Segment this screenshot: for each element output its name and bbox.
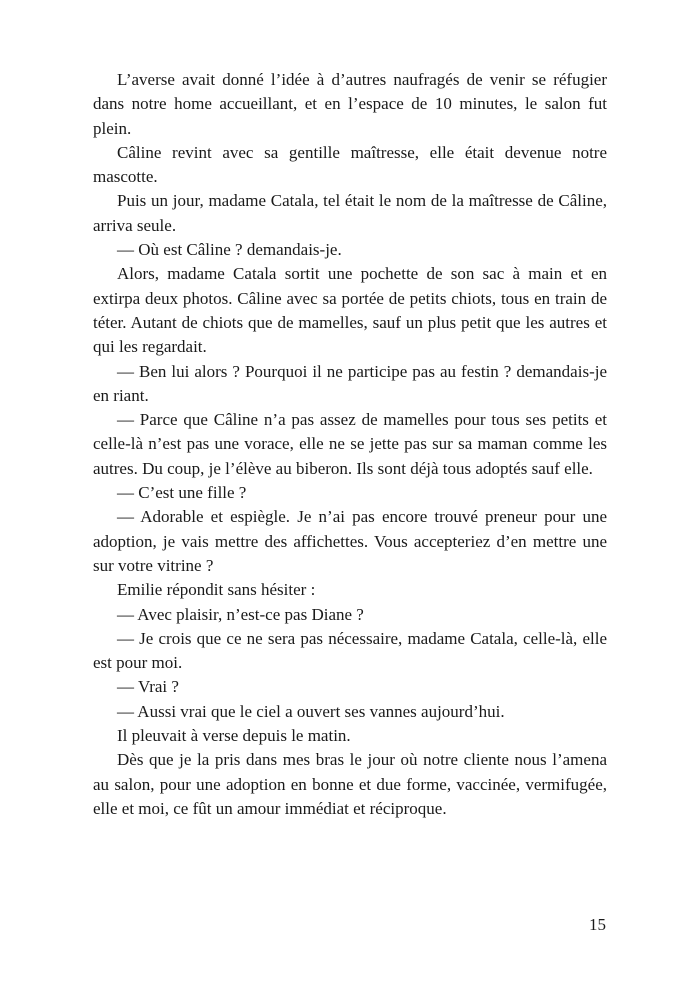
body-text [93,68,607,821]
dialogue-line: — Je crois que ce ne sera pas nécessaire, madame Catala, celle-là, elle est pour moi. [93,628,607,673]
paragraph: Câline revint avec sa gentille maîtresse, elle était devenue notre mascotte. [93,142,607,187]
dialogue-line: — Vrai ? [117,677,179,697]
dialogue-line: — C’est une fille ? [117,483,247,503]
paragraph: Il pleuvait à verse depuis le matin. [117,726,351,746]
paragraph: Emilie répondit sans hésiter : [117,580,316,600]
page-number: 15 [589,915,606,934]
paragraph: L’averse avait donné l’idée à d’autres naufragés de venir se réfugier dans notre home accueillant, et en l’espace de 10 minutes, le salon fut plein. [93,70,607,138]
dialogue-line: — Parce que Câline n’a pas assez de mamelles pour tous ses petits et celle-là n’est pas une vorace, elle ne se jette pas sur sa maman comme les autres. Du coup, je l’élève au biberon. Ils sont déjà tous adoptés sauf elle. [93,410,607,478]
paragraph: Dès que je la pris dans mes bras le jour où notre cliente nous l’amena au salon, pour une adoption en bonne et due forme, vaccinée, vermifugée, elle et moi, ce fût un amour immédiat et réciproque. [93,750,607,818]
dialogue-line: — Aussi vrai que le ciel a ouvert ses vannes aujourd’hui. [117,701,505,721]
dialogue-line: — Ben lui alors ? Pourquoi il ne participe pas au festin ? demandais-je en riant. [93,361,607,405]
dialogue-line: — Adorable et espiègle. Je n’ai pas encore trouvé preneur pour une adoption, je vais mettre des affichettes. Vous accepteriez d’en mettre une sur votre vitrine ? [93,507,607,575]
paragraph: Puis un jour, madame Catala, tel était le nom de la maîtresse de Câline, arriva seule. [93,191,607,235]
dialogue-line: — Où est Câline ? demandais-je. [117,240,342,260]
dialogue-line: — Avec plaisir, n’est-ce pas Diane ? [117,604,364,624]
paragraph: Alors, madame Catala sortit une pochette de son sac à main et en extirpa deux photos. Câline avec sa portée de petits chiots, tous en train de téter. Autant de chiots que de mamelles, sauf un plus petit que les autres et qui les regardait. [93,264,607,357]
